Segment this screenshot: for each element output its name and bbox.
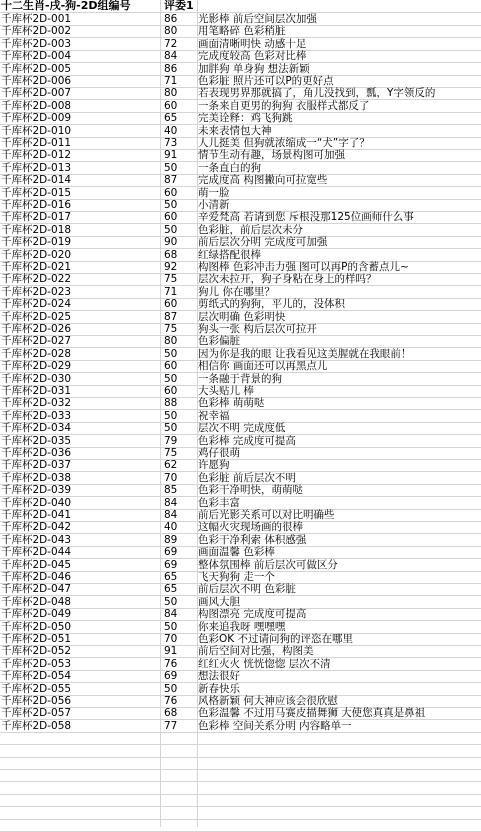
table-row (0, 13, 481, 26)
score-cell[interactable]: 75 (164, 323, 178, 335)
score-cell[interactable]: 60 (164, 360, 178, 373)
table-row (0, 335, 481, 348)
comment-cell[interactable]: 若表现男界那就搞了，角儿没找到，瓢，Y字领反的 (198, 87, 436, 100)
table-row (0, 633, 481, 646)
comment-cell[interactable]: 小清新 (198, 199, 230, 211)
score-cell[interactable]: 70 (164, 633, 178, 645)
comment-cell[interactable]: 构图棒 色彩冲击力强 图可以再P的含蓄点儿~ (198, 261, 409, 273)
score-cell[interactable]: 50 (164, 682, 178, 695)
table-row (0, 645, 481, 658)
score-cell[interactable]: 68 (164, 248, 178, 261)
score-cell[interactable]: 87 (164, 310, 178, 323)
score-cell[interactable]: 69 (164, 546, 178, 559)
score-cell[interactable]: 50 (164, 223, 178, 236)
table-row (0, 38, 481, 51)
id-cell[interactable]: 千库杯2D-034 (1, 422, 72, 435)
comment-cell[interactable]: 层次明确 色彩明快 (198, 310, 286, 323)
id-cell[interactable]: 千库杯2D-055 (1, 682, 72, 695)
id-cell[interactable]: 千库杯2D-040 (1, 496, 72, 509)
table-row (0, 583, 481, 596)
id-cell[interactable]: 千库杯2D-058 (1, 719, 72, 732)
id-cell[interactable]: 千库杯2D-018 (1, 223, 72, 236)
table-row (0, 410, 481, 423)
table-row (0, 211, 481, 224)
score-cell[interactable]: 84 (164, 50, 178, 63)
table-row (0, 521, 481, 534)
table-row (0, 360, 481, 373)
table-row (0, 683, 481, 696)
id-cell[interactable]: 千库杯2D-048 (1, 595, 72, 608)
comment-cell[interactable]: 层次未拉开，狗子身粘在身上的样吗？ (198, 273, 377, 286)
score-cell[interactable]: 84 (164, 509, 178, 521)
table-row (0, 174, 481, 187)
id-cell[interactable]: 千库杯2D-011 (1, 137, 72, 149)
score-cell[interactable]: 73 (164, 137, 178, 149)
comment-cell[interactable]: 色彩棒 空间关系分明 内容略单一 (198, 719, 352, 732)
comment-cell[interactable]: 整体氛围棒 前后层次可做区分 (198, 558, 338, 571)
empty-row[interactable] (0, 769, 481, 782)
comment-cell[interactable]: 色彩丰富 (198, 496, 240, 509)
table-row (0, 75, 481, 88)
table-row (0, 509, 481, 522)
comment-cell[interactable]: 萌一脸 (198, 186, 230, 199)
id-cell[interactable]: 千库杯2D-015 (1, 186, 72, 199)
score-cell[interactable]: 77 (164, 719, 178, 732)
score-cell[interactable]: 68 (164, 707, 178, 720)
empty-row[interactable] (0, 732, 481, 745)
id-cell[interactable]: 千库杯2D-025 (1, 310, 72, 323)
table-row (0, 472, 481, 485)
score-cell[interactable]: 86 (164, 13, 178, 25)
table-row (0, 695, 481, 708)
comment-cell[interactable]: 祝幸福 (198, 409, 230, 422)
id-cell[interactable]: 千库杯2D-043 (1, 533, 72, 546)
score-cell[interactable]: 80 (164, 25, 178, 38)
id-cell[interactable]: 千库杯2D-026 (1, 323, 72, 335)
table-row (0, 50, 481, 63)
score-cell[interactable]: 84 (164, 496, 178, 509)
comment-cell[interactable]: 色彩脏 照片还可以P的更好点 (198, 75, 334, 87)
table-row (0, 236, 481, 249)
table-row (0, 571, 481, 584)
score-cell[interactable]: 40 (164, 124, 178, 137)
id-cell[interactable]: 千库杯2D-035 (1, 434, 72, 447)
id-cell[interactable]: 千库杯2D-056 (1, 695, 72, 707)
table-row (0, 422, 481, 435)
comment-cell[interactable]: 完美诠释：鸡飞狗跳 (198, 112, 293, 125)
score-cell[interactable]: 90 (164, 236, 178, 249)
score-cell[interactable]: 50 (164, 347, 178, 360)
table-row (0, 546, 481, 559)
id-cell[interactable]: 千库杯2D-050 (1, 620, 72, 633)
table-row (0, 447, 481, 460)
id-cell[interactable]: 千库杯2D-019 (1, 236, 72, 249)
comment-cell[interactable]: 色彩OK 不过请问狗的评恣在哪里 (198, 633, 353, 645)
table-row (0, 497, 481, 510)
id-cell[interactable]: 千库杯2D-036 (1, 447, 72, 459)
comment-cell[interactable]: 构图漂亮 完成度可提高 (198, 608, 307, 621)
table-row (0, 298, 481, 311)
score-cell[interactable]: 65 (164, 583, 178, 596)
id-cell[interactable]: 千库杯2D-023 (1, 285, 72, 298)
comment-cell[interactable]: 相信你 画面还可以再黑点儿 (198, 360, 328, 373)
score-cell[interactable]: 50 (164, 620, 178, 633)
comment-cell[interactable]: 色彩脏，前后层次未分 (198, 223, 303, 236)
score-cell[interactable]: 50 (164, 199, 178, 211)
comment-cell[interactable]: 色彩干净明快，萌萌哒 (198, 484, 303, 497)
table-row (0, 273, 481, 286)
id-cell[interactable]: 千库杯2D-009 (1, 112, 72, 125)
score-cell[interactable]: 50 (164, 422, 178, 435)
empty-row[interactable] (0, 794, 481, 807)
table-row (0, 385, 481, 398)
empty-row[interactable] (0, 745, 481, 758)
id-cell[interactable]: 千库杯2D-012 (1, 149, 72, 162)
score-cell[interactable]: 88 (164, 397, 178, 410)
score-cell[interactable]: 71 (164, 75, 178, 87)
table-row (0, 137, 481, 150)
table-row (0, 162, 481, 175)
id-cell[interactable]: 千库杯2D-029 (1, 360, 72, 373)
id-cell[interactable]: 千库杯2D-007 (1, 87, 72, 100)
score-cell[interactable]: 92 (164, 261, 178, 273)
id-cell[interactable]: 千库杯2D-053 (1, 657, 72, 670)
id-cell[interactable]: 千库杯2D-001 (1, 13, 72, 25)
score-cell[interactable]: 85 (164, 484, 178, 497)
score-cell[interactable]: 71 (164, 285, 178, 298)
comment-cell[interactable]: 狗头一张 构后层次可拉开 (198, 323, 317, 335)
score-cell[interactable]: 79 (164, 434, 178, 447)
header-score-cell[interactable]: 评委1 (164, 0, 194, 12)
id-cell[interactable]: 千库杯2D-044 (1, 546, 72, 559)
comment-cell[interactable]: 画面温馨 色彩棒 (198, 546, 275, 559)
id-cell[interactable]: 千库杯2D-006 (1, 75, 72, 87)
score-cell[interactable]: 50 (164, 595, 178, 608)
id-cell[interactable]: 千库杯2D-014 (1, 174, 72, 187)
score-cell[interactable]: 91 (164, 149, 178, 162)
comment-cell[interactable]: 光影棒 前后空间层次加强 (198, 13, 317, 25)
id-cell[interactable]: 千库杯2D-049 (1, 608, 72, 621)
id-cell[interactable]: 千库杯2D-051 (1, 633, 72, 645)
id-cell[interactable]: 千库杯2D-052 (1, 645, 72, 658)
table-row (0, 484, 481, 497)
score-cell[interactable]: 80 (164, 87, 178, 100)
table-row (0, 621, 481, 634)
score-cell[interactable]: 75 (164, 447, 178, 459)
score-cell[interactable]: 60 (164, 211, 178, 224)
comment-cell[interactable]: 未来表情包大神 (198, 124, 272, 137)
score-cell[interactable]: 70 (164, 471, 178, 484)
id-cell[interactable]: 千库杯2D-033 (1, 409, 72, 422)
table-row (0, 608, 481, 621)
id-cell[interactable]: 千库杯2D-042 (1, 521, 72, 534)
id-cell[interactable]: 千库杯2D-039 (1, 484, 72, 497)
empty-row[interactable] (0, 819, 481, 832)
table-row (0, 596, 481, 609)
comment-cell[interactable]: 色彩棒 萌萌哒 (198, 397, 265, 410)
comment-cell[interactable]: 新春快乐 (198, 682, 240, 695)
table-row (0, 112, 481, 125)
table-row (0, 658, 481, 671)
score-cell[interactable]: 50 (164, 409, 178, 422)
score-cell[interactable]: 76 (164, 657, 178, 670)
table-row (0, 261, 481, 274)
id-cell[interactable]: 千库杯2D-024 (1, 298, 72, 311)
id-cell[interactable]: 千库杯2D-045 (1, 558, 72, 571)
table-row (0, 348, 481, 361)
score-cell[interactable]: 69 (164, 670, 178, 683)
comment-cell[interactable]: 鸡仔很萌 (198, 447, 240, 459)
score-cell[interactable]: 76 (164, 695, 178, 707)
comment-cell[interactable]: 辛爱梵高 若请到您 斥根没那125位画师什么事 (198, 211, 414, 224)
comment-cell[interactable]: 红红火火 恍恍惚惚 层次不清 (198, 657, 331, 670)
id-cell[interactable]: 千库杯2D-017 (1, 211, 72, 224)
score-cell[interactable]: 84 (164, 608, 178, 621)
comment-cell[interactable]: 色彩脏 前后层次不明 (198, 471, 296, 484)
id-cell[interactable]: 千库杯2D-041 (1, 509, 72, 521)
score-cell[interactable]: 72 (164, 37, 178, 50)
comment-cell[interactable]: 色彩温馨 不过用马赛皮描舞狮 大使您真真是鼻祖 (198, 707, 426, 720)
score-cell[interactable]: 65 (164, 112, 178, 125)
comment-cell[interactable]: 情节生动有趣，场景构图可加强 (198, 149, 345, 162)
id-cell[interactable]: 千库杯2D-008 (1, 99, 72, 112)
id-cell[interactable]: 千库杯2D-027 (1, 335, 72, 348)
score-cell[interactable]: 60 (164, 385, 178, 397)
id-cell[interactable]: 千库杯2D-013 (1, 161, 72, 174)
id-cell[interactable]: 千库杯2D-032 (1, 397, 72, 410)
table-row (0, 534, 481, 547)
comment-cell[interactable]: 画风大胆 (198, 595, 240, 608)
id-cell[interactable]: 千库杯2D-005 (1, 62, 72, 75)
id-cell[interactable]: 千库杯2D-003 (1, 37, 72, 50)
id-cell[interactable]: 千库杯2D-030 (1, 372, 72, 385)
score-cell[interactable]: 75 (164, 273, 178, 286)
id-cell[interactable]: 千库杯2D-004 (1, 50, 72, 63)
score-cell[interactable]: 60 (164, 99, 178, 112)
comment-cell[interactable]: 前后空间对比强，构图美 (198, 645, 314, 658)
comment-cell[interactable]: 前后层次分明 完成度可加强 (198, 236, 328, 249)
comment-cell[interactable]: 你来追我呀 嘿嘿嘿 (198, 620, 286, 633)
table-row (0, 459, 481, 472)
score-cell[interactable]: 69 (164, 558, 178, 571)
comment-cell[interactable]: 红绿搭配很棒 (198, 248, 261, 261)
table-row (0, 187, 481, 200)
comment-cell[interactable]: 想法很好 (198, 670, 240, 683)
comment-cell[interactable]: 剪纸式的狗狗，平儿的，没体积 (198, 298, 345, 311)
id-cell[interactable]: 千库杯2D-021 (1, 261, 72, 273)
score-cell[interactable]: 86 (164, 62, 178, 75)
table-row (0, 373, 481, 386)
comment-cell[interactable]: 用笔略碎 色彩稍脏 (198, 25, 286, 38)
comment-cell[interactable]: 层次不明 完成度低 (198, 422, 286, 435)
comment-cell[interactable]: 因为你是我的眼 让我看见这美腥就在我眼前！ (198, 347, 412, 360)
comment-cell[interactable]: 飞天狗狗 走一个 (198, 571, 275, 583)
id-cell[interactable]: 千库杯2D-047 (1, 583, 72, 596)
comment-cell[interactable]: 色彩棒 完成度可提高 (198, 434, 296, 447)
comment-cell[interactable]: 色彩干净利索 体积感强 (198, 533, 307, 546)
comment-cell[interactable]: 完成度较高 色彩对比棒 (198, 50, 307, 63)
comment-cell[interactable]: 前后层次不明 色彩脏 (198, 583, 296, 596)
empty-row[interactable] (0, 807, 481, 820)
score-cell[interactable]: 50 (164, 372, 178, 385)
table-row (0, 149, 481, 162)
header-title-cell[interactable]: 十二生肖-戌-狗-2D组编号 (1, 0, 131, 12)
header-row (0, 0, 481, 13)
table-row (0, 249, 481, 262)
table-row (0, 323, 481, 336)
comment-cell[interactable]: 完成度高 构图撇向可拉宽些 (198, 174, 328, 187)
score-cell[interactable]: 50 (164, 161, 178, 174)
score-cell[interactable]: 65 (164, 571, 178, 583)
score-cell[interactable]: 87 (164, 174, 178, 187)
table-row (0, 63, 481, 76)
comment-cell[interactable]: 一条来自更男的狗狗 衣服样式都反了 (198, 99, 370, 112)
id-cell[interactable]: 千库杯2D-020 (1, 248, 72, 261)
comment-cell[interactable]: 风格新颖 何大神应该会很欣慰 (198, 695, 338, 707)
table-row (0, 311, 481, 324)
table-row (0, 224, 481, 237)
id-cell[interactable]: 千库杯2D-037 (1, 459, 72, 472)
comment-cell[interactable]: 加胖狗 单身狗 想法新颖 (198, 62, 310, 75)
score-cell[interactable]: 62 (164, 459, 178, 472)
table-row (0, 720, 481, 733)
comment-cell[interactable]: 人儿挺美 但狗就浓缩成一“犬”字了？ (198, 137, 370, 149)
table-row (0, 199, 481, 212)
id-cell[interactable]: 千库杯2D-031 (1, 385, 72, 397)
id-cell[interactable]: 千库杯2D-054 (1, 670, 72, 683)
comment-cell[interactable]: 许愿狗 (198, 459, 230, 472)
score-cell[interactable]: 89 (164, 533, 178, 546)
table-row (0, 100, 481, 113)
comment-cell[interactable]: 这幅火灾现场画的很棒 (198, 521, 303, 534)
table-row (0, 397, 481, 410)
comment-cell[interactable]: 一条直白的狗 (198, 161, 261, 174)
comment-cell[interactable]: 前后光影关系可以对比明确些 (198, 509, 335, 521)
id-cell[interactable]: 千库杯2D-038 (1, 471, 72, 484)
id-cell[interactable]: 千库杯2D-016 (1, 199, 72, 211)
comment-cell[interactable]: 色彩偏脏 (198, 335, 240, 348)
table-row (0, 25, 481, 38)
score-cell[interactable]: 80 (164, 335, 178, 348)
comment-cell[interactable]: 狗儿 你在哪里？ (198, 285, 275, 298)
id-cell[interactable]: 千库杯2D-028 (1, 347, 72, 360)
table-row (0, 435, 481, 448)
comment-cell[interactable]: 画面清晰明快 动感十足 (198, 37, 307, 50)
id-cell[interactable]: 千库杯2D-022 (1, 273, 72, 286)
score-cell[interactable]: 91 (164, 645, 178, 658)
score-cell[interactable]: 40 (164, 521, 178, 534)
id-cell[interactable]: 千库杯2D-010 (1, 124, 72, 137)
table-row (0, 125, 481, 138)
table-row (0, 707, 481, 720)
id-cell[interactable]: 千库杯2D-057 (1, 707, 72, 720)
empty-row[interactable] (0, 782, 481, 795)
empty-row[interactable] (0, 757, 481, 770)
table-row (0, 670, 481, 683)
table-row (0, 87, 481, 100)
id-cell[interactable]: 千库杯2D-046 (1, 571, 72, 583)
id-cell[interactable]: 千库杯2D-002 (1, 25, 72, 38)
score-cell[interactable]: 60 (164, 186, 178, 199)
comment-cell[interactable]: 一条融于背景的狗 (198, 372, 282, 385)
table-row (0, 559, 481, 572)
table-row (0, 286, 481, 299)
score-cell[interactable]: 60 (164, 298, 178, 311)
comment-cell[interactable]: 大头贴儿 棒 (198, 385, 254, 397)
